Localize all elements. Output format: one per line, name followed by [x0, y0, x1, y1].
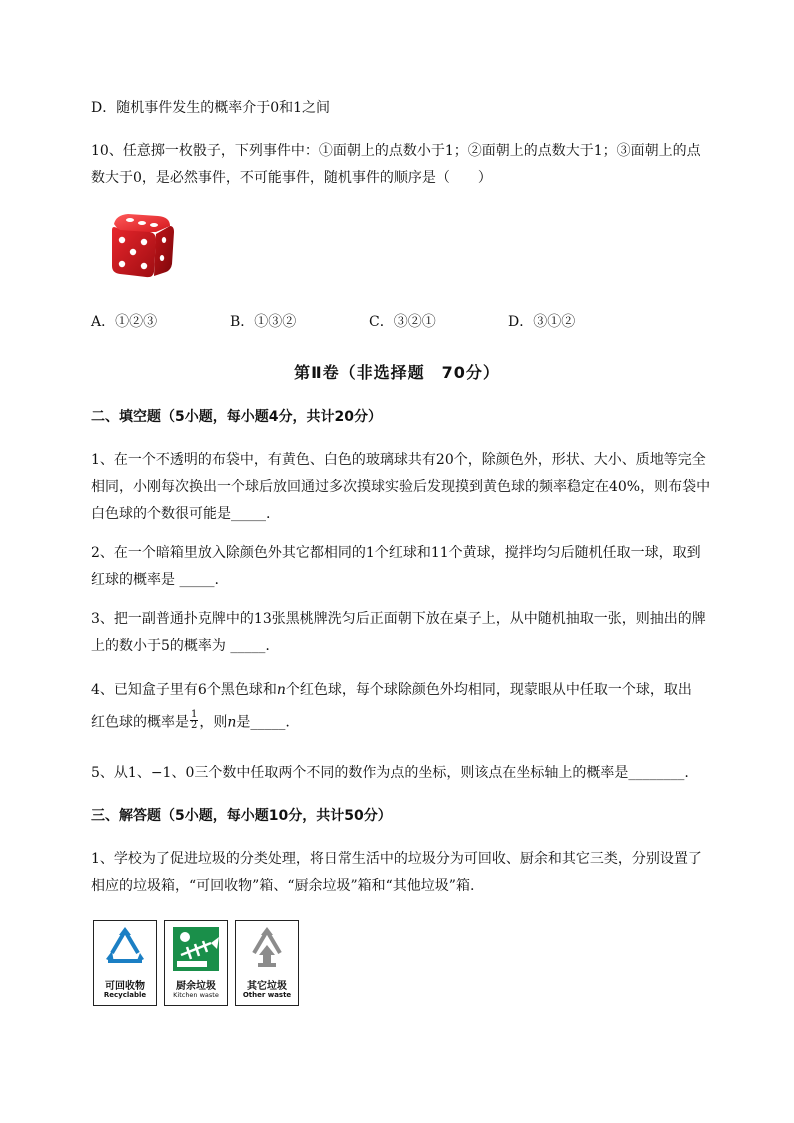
recycle-icon — [98, 925, 152, 973]
fish-bone-icon — [169, 925, 223, 973]
bin-label-en: Kitchen waste — [173, 991, 219, 999]
s2-q4-text-d: ，则 — [199, 714, 228, 731]
dice-image — [106, 210, 178, 280]
s2-q2-line1: 2、在一个暗箱里放入除颜色外其它都相同的1个红球和11个黄球，搅拌均匀后随机任取一球，取到 — [91, 545, 701, 561]
bin-label-en: Recyclable — [103, 991, 147, 999]
s3-q1-line1: 1、学校为了促进垃圾的分类处理，将日常生活中的垃圾分为可回收、厨余和其它三类，分别设置了 — [91, 851, 702, 867]
section2-heading: 二、填空题（5小题，每小题4分，共计20分） — [91, 409, 382, 425]
q10-line2: 数大于0，是必然事件，不可能事件，随机事件的顺序是（ ） — [91, 170, 492, 186]
s2-q4-var-n: n — [276, 682, 286, 698]
fraction-numerator: 1 — [191, 709, 198, 720]
s2-q4-text-c: 红色球的概率是 — [91, 714, 189, 731]
s2-q4-line2 — [91, 709, 290, 733]
bin-label-en: Other waste — [242, 991, 292, 999]
s2-q4-text-a: 4、已知盒子里有6个黑色球和 — [91, 682, 277, 698]
recycle-icon — [240, 925, 294, 973]
bin-recyclable — [93, 920, 157, 1006]
s2-q1-line2: 相同，小刚每次换出一个球后放回通过多次摸球实验后发现摸到黄色球的频率稳定在40%，则布袋中 — [91, 479, 711, 495]
bin-kitchen-waste — [164, 920, 228, 1006]
s3-q1-line2: 相应的垃圾箱，“可回收物”箱、“厨余垃圾”箱和“其他垃圾”箱. — [91, 878, 475, 894]
s2-q2-line2: 红球的概率是 _____. — [91, 572, 219, 588]
bin-label-zh: 其它垃圾 — [247, 981, 287, 992]
waste-bin-signs — [93, 920, 299, 1006]
part2-title: 第Ⅱ卷（非选择题 70分） — [294, 363, 500, 382]
s2-q4-var-n-2: n — [227, 714, 237, 731]
section3-heading: 三、解答题（5小题，每小题10分，共计50分） — [91, 808, 392, 824]
s2-q3-line2: 上的数小于5的概率为 _____. — [91, 638, 270, 654]
s2-q4-line1 — [91, 680, 692, 700]
s2-q3-line1: 3、把一副普通扑克牌中的13张黑桃牌洗匀后正面朝下放在桌子上，从中随机抽取一张，则抽出的牌 — [91, 611, 706, 627]
s2-q1-line1: 1、在一个不透明的布袋中，有黄色、白色的玻璃球共有20个，除颜色外，形状、大小、质地等完全 — [91, 452, 706, 468]
q10-option-b: B．①③② — [230, 314, 297, 330]
fraction-denominator: 2 — [191, 720, 198, 731]
bin-other-waste — [235, 920, 299, 1006]
s2-q4-text-b: 个红色球，每个球除颜色外均相同，现蒙眼从中任取一个球，取出 — [285, 682, 692, 698]
s2-q1-line3: 白色球的个数很可能是_____. — [91, 506, 271, 522]
q10-line1: 10、任意掷一枚骰子，下列事件中：①面朝上的点数小于1；②面朝上的点数大于1；③面朝上的点 — [91, 143, 701, 159]
q10-option-c: C．③②① — [369, 314, 436, 330]
s2-q4-fraction — [190, 710, 198, 731]
q10-option-d: D．③①② — [508, 314, 576, 330]
q10-option-a: A．①②③ — [91, 314, 158, 330]
bin-label-zh: 厨余垃圾 — [176, 981, 216, 992]
bin-label-zh: 可回收物 — [105, 981, 145, 992]
s2-q4-text-e: 是_____. — [236, 714, 290, 731]
s2-q5-line1: 5、从1、−1、0三个数中任取两个不同的数作为点的坐标，则该点在坐标轴上的概率是________. — [91, 765, 689, 781]
q9-option-d: D．随机事件发生的概率介于0和1之间 — [91, 100, 331, 116]
